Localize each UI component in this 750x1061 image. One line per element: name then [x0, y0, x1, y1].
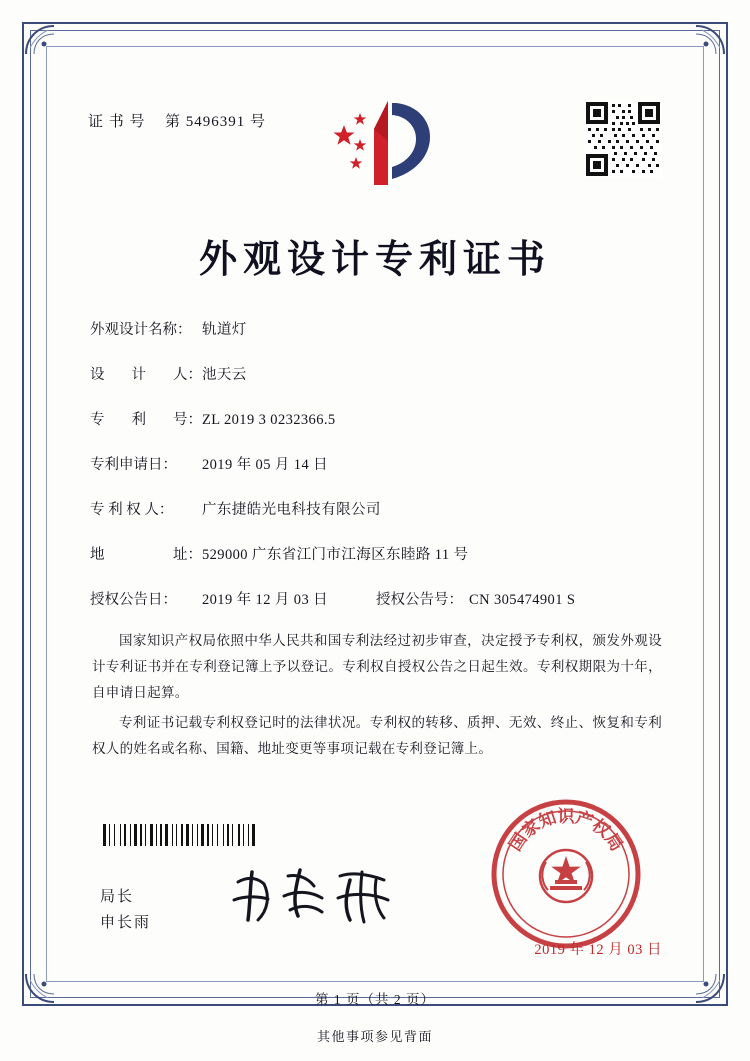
barcode-bar — [114, 824, 115, 846]
field-label-part: 号： — [173, 412, 202, 428]
barcode-bar — [184, 824, 185, 846]
field-label: 专利申请日： — [90, 457, 177, 473]
barcode-bar — [232, 824, 233, 846]
barcode-bar — [238, 824, 240, 846]
barcode-bar — [138, 824, 139, 846]
barcode-bar — [109, 824, 110, 846]
barcode-bar — [107, 824, 108, 846]
field-label-part: 人： — [173, 367, 202, 383]
barcode-bar — [225, 824, 226, 846]
field-value: 广东捷皓光电科技有限公司 — [202, 502, 381, 518]
grant-date-value: 2019 年 12 月 03 日 — [202, 592, 329, 608]
page-title: 外观设计专利证书 — [198, 239, 551, 281]
field-label — [90, 363, 202, 384]
barcode-bar — [174, 824, 175, 846]
barcode-bar — [186, 824, 189, 846]
barcode-bar — [181, 824, 183, 846]
field-label-part: 专 — [90, 412, 105, 428]
barcode-bar — [230, 824, 231, 846]
barcode-bar — [256, 824, 257, 846]
page-number: 第 1 页（共 2 页） — [315, 992, 435, 1007]
barcode-bar — [197, 824, 198, 846]
seal-date: 2019 年 12 月 03 日 — [534, 942, 662, 958]
field-label-part: 设 — [90, 367, 105, 383]
field-row-patentee — [90, 498, 670, 543]
barcode-bar — [192, 824, 193, 846]
field-row-grant-announcement — [90, 588, 670, 633]
barcode-bar — [250, 824, 251, 846]
barcode-bar — [145, 824, 146, 846]
barcode-bar — [241, 824, 242, 846]
legal-text-block — [92, 628, 662, 766]
barcode-bar — [150, 824, 153, 846]
field-label-part: 址： — [173, 547, 202, 563]
field-row-application-date — [90, 453, 670, 498]
certificate-number-label: 证 书 号 — [88, 114, 146, 130]
barcode-bar — [176, 824, 177, 846]
barcode-bar — [160, 824, 162, 846]
barcode-bar — [207, 824, 209, 846]
field-label-part: 利 — [131, 412, 146, 428]
legal-paragraph: 专利证书记载专利权登记时的法律状况。专利权的转移、质押、无效、终止、恢复和专利权人的姓名或名称、国籍、地址变更等事项记载在专利登记簿上。 — [92, 715, 662, 756]
barcode-bar — [210, 824, 211, 846]
qr-code-icon — [584, 100, 662, 178]
barcode-bar — [199, 824, 200, 846]
certificate-number — [88, 110, 266, 131]
official-seal — [490, 798, 642, 950]
field-label-part: 计 — [131, 367, 146, 383]
barcode-bar — [134, 824, 137, 846]
barcode-bar — [190, 824, 191, 846]
footer-note: 其他事项参见背面 — [316, 1029, 433, 1044]
field-row-patent-number — [90, 408, 670, 453]
barcode-bar — [165, 824, 168, 846]
field-row-design-name — [90, 318, 670, 363]
field-label: 外观设计名称： — [90, 322, 192, 338]
field-value: ZL 2019 3 0232366.5 — [202, 412, 336, 428]
barcode-bar — [122, 824, 123, 846]
seal-text-top: 国家知识产权局 — [505, 807, 627, 855]
field-label — [90, 543, 202, 564]
certificate-number-value: 第 5496391 号 — [165, 114, 267, 130]
signature-labels — [100, 884, 151, 936]
barcode-bar — [103, 824, 106, 846]
field-label — [90, 408, 202, 429]
barcode-bar — [169, 824, 171, 846]
barcode-bar — [120, 824, 121, 846]
barcode-bar — [124, 824, 126, 846]
field-label-part: 地 — [90, 547, 105, 563]
field-row-address — [90, 543, 670, 588]
barcode-bar — [111, 824, 113, 846]
director-name-label: 申长雨 — [100, 915, 152, 931]
legal-paragraph: 国家知识产权局依照中华人民共和国专利法经过初步审查，决定授予专利权，颁发外观设计专利证书并在专利登记簿上予以登记。专利权自授权公告之日起生效。专利权期限为十年，自申请日起算。 — [92, 633, 662, 700]
barcode-bar — [172, 824, 173, 846]
barcode-bar — [245, 824, 247, 846]
barcode-bar — [227, 824, 229, 846]
grant-date-label: 授权公告日： — [90, 592, 177, 608]
barcode-bar — [194, 824, 196, 846]
barcode-bar — [214, 824, 216, 846]
field-value: 池天云 — [202, 367, 247, 383]
barcode-bar — [223, 824, 224, 846]
barcode-bar — [147, 824, 149, 846]
barcode-bar — [140, 824, 142, 846]
barcode-bar — [248, 824, 249, 846]
barcode-bar — [219, 824, 222, 846]
barcode-bar — [143, 824, 144, 846]
barcode-bar — [243, 824, 244, 846]
grant-number-label: 授权公告号： — [376, 592, 464, 608]
barcode-bar — [158, 824, 159, 846]
barcode-bar — [252, 824, 255, 846]
barcode-bar — [205, 824, 206, 846]
cnipa-logo-icon — [330, 95, 440, 190]
barcode-bar — [217, 824, 218, 846]
handwritten-signature — [228, 866, 403, 928]
field-row-designer — [90, 363, 670, 408]
barcode-bar — [234, 824, 237, 846]
director-role-label: 局长 — [100, 889, 135, 905]
field-label: 专 利 权 人： — [90, 502, 174, 518]
barcode-bar — [116, 824, 119, 846]
field-value: 529000 广东省江门市江海区东睦路 11 号 — [202, 547, 469, 563]
field-list — [90, 318, 670, 633]
field-value: 2019 年 05 月 14 日 — [202, 457, 329, 473]
barcode-bar — [154, 824, 155, 846]
barcode-bar — [163, 824, 164, 846]
barcode-bar — [178, 824, 180, 846]
barcode-bar — [132, 824, 133, 846]
barcode — [103, 824, 308, 846]
barcode-bar — [130, 824, 131, 846]
barcode-bar — [201, 824, 204, 846]
grant-number-value: CN 305474901 S — [469, 592, 576, 608]
field-value: 轨道灯 — [202, 322, 247, 338]
barcode-bar — [156, 824, 157, 846]
barcode-bar — [127, 824, 129, 846]
barcode-bar — [212, 824, 213, 846]
